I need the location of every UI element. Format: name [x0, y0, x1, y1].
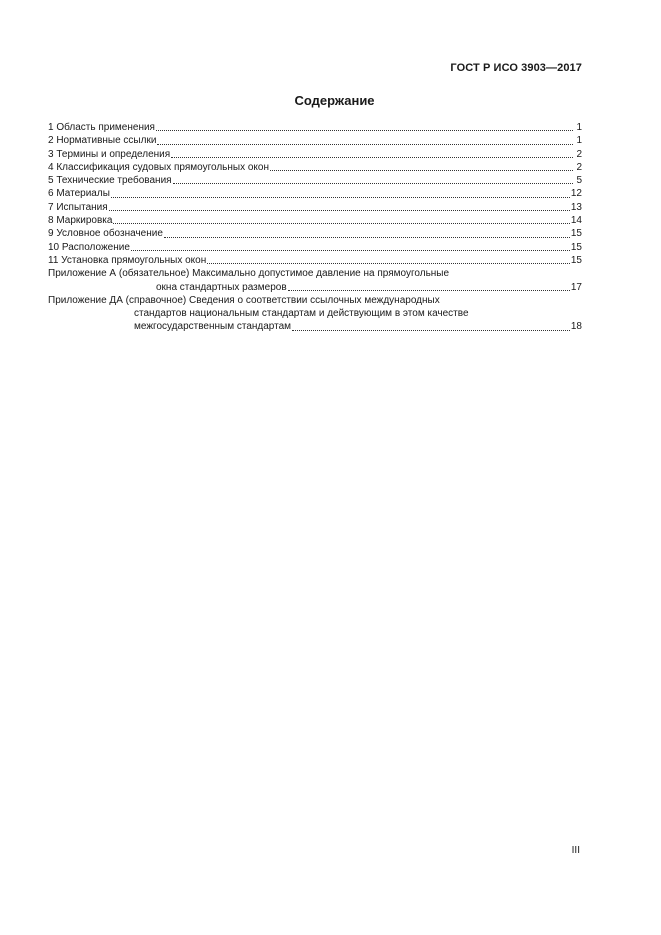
- appendix-da-line1: Приложение ДА (справочное) Сведения о соответствии ссылочных международных: [48, 294, 440, 306]
- toc-title: Содержание: [294, 93, 375, 108]
- toc-entry-label: 3 Термины и определения: [48, 148, 171, 160]
- dot-leader: [131, 249, 570, 251]
- page-number: III: [571, 845, 580, 856]
- toc-entry[interactable]: [48, 148, 582, 161]
- dot-leader: [157, 143, 573, 145]
- appendix-a-line2: окна стандартных размеров: [156, 281, 287, 293]
- toc-entry[interactable]: [48, 187, 582, 200]
- toc-entry[interactable]: [48, 134, 582, 147]
- toc-entry[interactable]: [48, 254, 582, 267]
- dot-leader: [270, 169, 573, 171]
- toc-entry[interactable]: [48, 214, 582, 227]
- appendix-da-line2: стандартов национальным стандартам и действующим в этом качестве: [134, 308, 469, 320]
- toc-entry-page: 1: [576, 135, 582, 147]
- dot-leader: [111, 196, 570, 198]
- toc-entry-page: 2: [576, 161, 582, 173]
- toc-entry-label: 5 Технические требования: [48, 175, 172, 187]
- table-of-contents: [48, 121, 582, 334]
- toc-entry-page: 12: [570, 188, 582, 200]
- toc-entry-label: 2 Нормативные ссылки: [48, 135, 157, 147]
- toc-appendix-a[interactable]: [48, 267, 582, 294]
- appendix-a-page: 17: [570, 281, 582, 293]
- dot-leader: [109, 209, 570, 211]
- toc-appendix-da[interactable]: [48, 294, 582, 334]
- toc-entry-label: 9 Условное обозначение: [48, 228, 163, 240]
- toc-entry-label: 10 Расположение: [48, 241, 130, 253]
- toc-entry-label: 11 Установка прямоугольных окон: [48, 254, 207, 266]
- toc-entry-label: 4 Классификация судовых прямоугольных окон: [48, 161, 270, 173]
- toc-entry[interactable]: [48, 121, 582, 134]
- toc-entry[interactable]: [48, 241, 582, 254]
- toc-entry-page: 14: [570, 215, 582, 227]
- appendix-a-line1: Приложение А (обязательное) Максимально допустимое давление на прямоугольные: [48, 268, 450, 280]
- appendix-da-line3: межгосударственным стандартам: [134, 321, 292, 333]
- toc-entry-page: 15: [570, 254, 582, 266]
- toc-entry-page: 2: [576, 148, 582, 160]
- dot-leader: [164, 236, 570, 238]
- toc-entry-page: 15: [570, 241, 582, 253]
- toc-entry-page: 15: [570, 228, 582, 240]
- dot-leader: [113, 222, 569, 224]
- toc-entry-page: 13: [570, 201, 582, 213]
- toc-entry[interactable]: [48, 227, 582, 240]
- toc-entry-label: 8 Маркировка: [48, 215, 113, 227]
- toc-entry-label: 7 Испытания: [48, 201, 108, 213]
- dot-leader: [171, 156, 573, 158]
- toc-entry-page: 5: [576, 175, 582, 187]
- toc-entry-label: 6 Материалы: [48, 188, 110, 200]
- dot-leader: [292, 329, 570, 331]
- toc-entry[interactable]: [48, 161, 582, 174]
- appendix-da-page: 18: [570, 321, 582, 333]
- dot-leader: [156, 129, 573, 131]
- toc-entry-page: 1: [576, 122, 582, 133]
- toc-entry[interactable]: [48, 174, 582, 187]
- toc-entry[interactable]: [48, 201, 582, 214]
- dot-leader: [207, 262, 570, 264]
- toc-entry-label: 1 Область применения: [48, 122, 155, 133]
- dot-leader: [173, 182, 573, 184]
- document-code: ГОСТ Р ИСО 3903—2017: [450, 62, 582, 74]
- dot-leader: [288, 289, 570, 291]
